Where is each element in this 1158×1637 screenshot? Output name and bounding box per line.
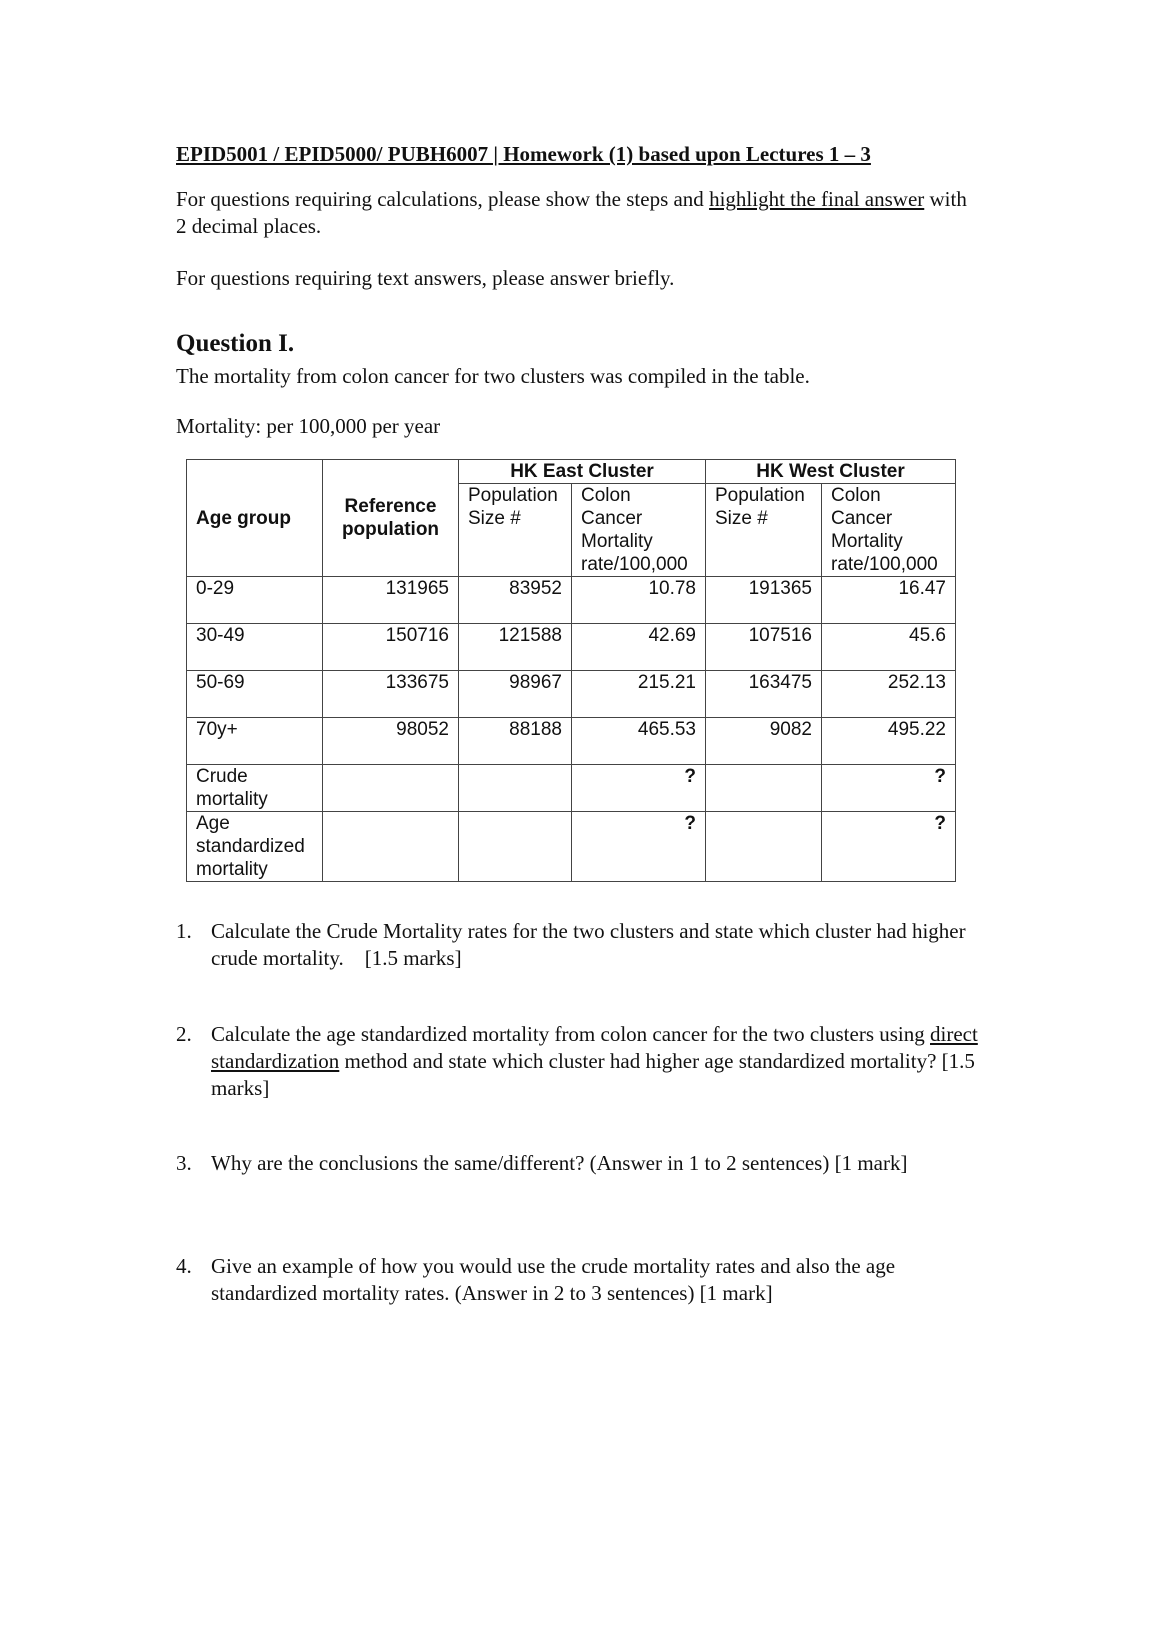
crude-west-unknown: ?	[822, 765, 956, 812]
intro-text-1: For questions requiring calculations, please show the steps and	[176, 187, 710, 211]
table-row	[187, 624, 956, 671]
cell-east-population: 98967	[459, 671, 572, 718]
header-age-group: Age group	[187, 460, 323, 577]
crude-east-unknown: ?	[572, 765, 706, 812]
cell-west-rate: 45.6	[822, 624, 956, 671]
question-2-text-end: method and state which cluster had higher age standardized mortality? [1.5 marks]	[211, 1049, 975, 1100]
table-row	[187, 577, 956, 624]
cell-west-population: 163475	[706, 671, 822, 718]
cell-age: 50-69	[187, 671, 323, 718]
cell-reference: 150716	[323, 624, 459, 671]
intro-text-2: with 2 decimal places.	[176, 187, 967, 238]
crude-mortality-label: Crude mortality	[187, 765, 323, 812]
header-east-mortality-rate: Colon Cancer Mortality rate/100,000	[572, 484, 706, 577]
cell-west-population: 191365	[706, 577, 822, 624]
question-item-1	[176, 918, 996, 972]
age-standardized-row	[187, 812, 956, 882]
header-reference-population: Reference population	[323, 460, 459, 577]
cell-west-population: 9082	[706, 718, 822, 765]
header-east-population-size: Population Size #	[459, 484, 572, 577]
cell-east-rate: 10.78	[572, 577, 706, 624]
question-text-1: Calculate the Crude Mortality rates for the two clusters and state which cluster had higher crude mortality. [1.5 marks]	[211, 919, 966, 970]
question-text-3: Why are the conclusions the same/different? (Answer in 1 to 2 sentences) [1 mark]	[211, 1151, 908, 1175]
cell-age: 70y+	[187, 718, 323, 765]
cell-reference: 131965	[323, 577, 459, 624]
crude-empty-cell	[706, 765, 822, 812]
age-standardized-label: Age standardized mortality	[187, 812, 323, 882]
cell-age: 30-49	[187, 624, 323, 671]
intro-highlight: highlight the final answer	[709, 187, 925, 211]
header-east-cluster: HK East Cluster	[459, 460, 706, 484]
cell-east-population: 83952	[459, 577, 572, 624]
question-number: 3.	[176, 1151, 192, 1175]
cell-east-rate: 465.53	[572, 718, 706, 765]
question-number: 4.	[176, 1254, 192, 1278]
cell-reference: 133675	[323, 671, 459, 718]
crude-mortality-row	[187, 765, 956, 812]
header-west-mortality-rate: Colon Cancer Mortality rate/100,000	[822, 484, 956, 577]
header-west-cluster: HK West Cluster	[706, 460, 956, 484]
table-row	[187, 718, 956, 765]
mortality-table	[186, 459, 956, 882]
age-std-empty-cell	[323, 812, 459, 882]
table-header-row	[187, 460, 956, 484]
question-item-2	[176, 1021, 996, 1102]
cell-east-rate: 42.69	[572, 624, 706, 671]
question-text-4: Give an example of how you would use the crude mortality rates and also the age standardized mortality rates. (Answer in 2 to 3 sentences) [1 mark]	[211, 1254, 896, 1305]
cell-west-population: 107516	[706, 624, 822, 671]
cell-east-population: 88188	[459, 718, 572, 765]
crude-empty-cell	[459, 765, 572, 812]
header-west-population-size: Population Size #	[706, 484, 822, 577]
cell-west-rate: 252.13	[822, 671, 956, 718]
question-item-4	[176, 1253, 996, 1307]
question-text-2	[211, 1021, 996, 1102]
cell-reference: 98052	[323, 718, 459, 765]
intro-calculations	[176, 186, 976, 240]
cell-east-rate: 215.21	[572, 671, 706, 718]
age-std-empty-cell	[706, 812, 822, 882]
cell-age: 0-29	[187, 577, 323, 624]
question-text: The mortality from colon cancer for two clusters was compiled in the table.	[176, 364, 810, 388]
age-std-empty-cell	[459, 812, 572, 882]
question-number: 1.	[176, 919, 192, 943]
age-std-east-unknown: ?	[572, 812, 706, 882]
question-number: 2.	[176, 1022, 192, 1046]
cell-west-rate: 495.22	[822, 718, 956, 765]
intro-text-answers: For questions requiring text answers, please answer briefly.	[176, 266, 675, 290]
cell-west-rate: 16.47	[822, 577, 956, 624]
question-item-3	[176, 1150, 996, 1177]
table-caption: Mortality: per 100,000 per year	[176, 414, 441, 438]
crude-empty-cell	[323, 765, 459, 812]
question-heading: Question I.	[176, 330, 295, 357]
table-row	[187, 671, 956, 718]
direct-standardization-term: direct standardization	[211, 1022, 978, 1073]
cell-east-population: 121588	[459, 624, 572, 671]
document-title: EPID5001 / EPID5000/ PUBH6007 | Homework (1) based upon Lectures 1 – 3	[176, 142, 871, 166]
age-std-west-unknown: ?	[822, 812, 956, 882]
question-2-text-start: Calculate the age standardized mortality from colon cancer for the two clusters using	[211, 1022, 930, 1046]
